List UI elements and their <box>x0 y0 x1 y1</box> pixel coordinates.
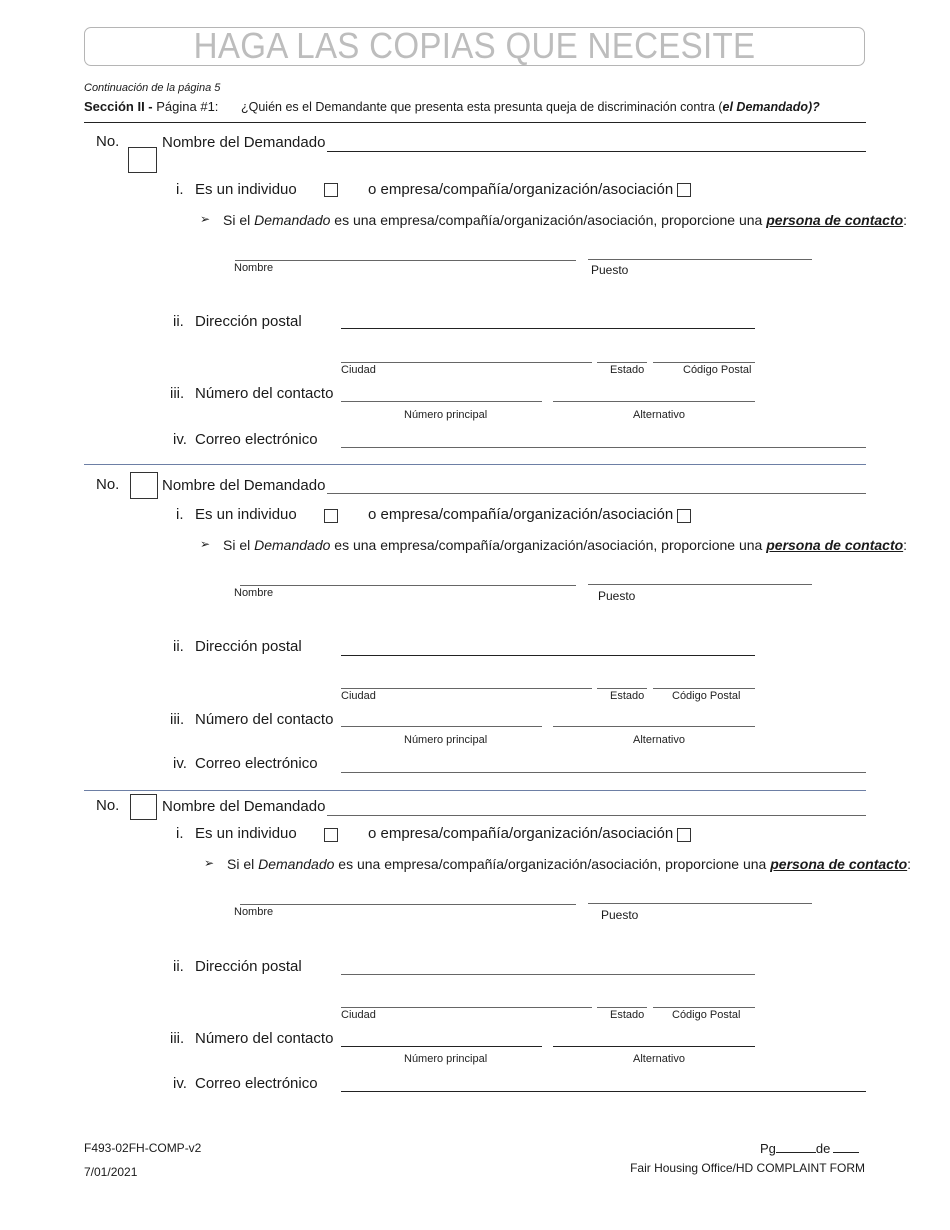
individual-checkbox[interactable] <box>324 509 338 523</box>
estado-caption: Estado <box>610 364 645 376</box>
contact-instruction: Si el Demandado es una empresa/compañía/organización/asociación, proporcione una persona de contacto: <box>223 212 908 228</box>
contact-number-label: Número del contacto <box>195 1030 334 1047</box>
company-checkbox[interactable] <box>677 183 691 197</box>
email-field[interactable] <box>341 447 866 448</box>
company-label: o empresa/compañía/organización/asociación <box>368 181 674 198</box>
state-field[interactable] <box>597 362 647 363</box>
page-total-field[interactable] <box>833 1141 859 1153</box>
principal-caption: Número principal <box>404 409 488 421</box>
contact-name-field[interactable] <box>240 904 576 905</box>
no-label: No. <box>96 476 120 493</box>
main-phone-field[interactable] <box>341 1046 542 1047</box>
section-heading <box>84 99 218 114</box>
item-ii-num: ii. <box>173 958 184 975</box>
item-i-num: i. <box>176 506 184 523</box>
principal-caption: Número principal <box>404 734 488 746</box>
item-iii-num: iii. <box>170 385 185 402</box>
contact-name-field[interactable] <box>235 260 576 261</box>
postal-label: Dirección postal <box>195 638 302 655</box>
email-field[interactable] <box>341 772 866 773</box>
arrow-bullet-icon: ➢ <box>200 537 211 551</box>
puesto-caption: Puesto <box>591 263 629 277</box>
contact-title-field[interactable] <box>588 259 812 260</box>
company-checkbox[interactable] <box>677 828 691 842</box>
contact-title-field[interactable] <box>588 903 812 904</box>
zip-field[interactable] <box>653 1007 755 1008</box>
email-label: Correo electrónico <box>195 431 318 448</box>
street-field[interactable] <box>341 974 755 975</box>
principal-caption: Número principal <box>404 1053 488 1065</box>
nombre-caption: Nombre <box>234 262 274 274</box>
puesto-caption: Puesto <box>601 908 639 922</box>
email-label: Correo electrónico <box>195 755 318 772</box>
respondent-number-box[interactable] <box>128 147 157 173</box>
contact-number-label: Número del contacto <box>195 385 334 402</box>
main-phone-field[interactable] <box>341 726 542 727</box>
email-field[interactable] <box>341 1091 866 1092</box>
postal-label: Dirección postal <box>195 313 302 330</box>
section-label: Sección II - <box>84 99 157 114</box>
page-of-label <box>760 1141 859 1156</box>
form-id: F493-02FH-COMP-v2 <box>84 1141 202 1155</box>
contact-instruction: Si el Demandado es una empresa/compañía/organización/asociación, proporcione una persona de contacto: <box>227 856 912 872</box>
city-field[interactable] <box>341 688 592 689</box>
copies-banner <box>84 27 865 66</box>
individual-checkbox[interactable] <box>324 828 338 842</box>
city-field[interactable] <box>341 1007 592 1008</box>
item-i-num: i. <box>176 825 184 842</box>
respondent-name-label: Nombre del Demandado <box>162 477 326 494</box>
respondent-number-box[interactable] <box>130 472 158 499</box>
de-label: de <box>815 1141 831 1156</box>
individual-label: Es un individuo <box>195 506 297 523</box>
alternativo-caption: Alternativo <box>633 734 685 746</box>
ciudad-caption: Ciudad <box>341 690 376 702</box>
nombre-caption: Nombre <box>234 906 274 918</box>
block-divider <box>84 790 866 791</box>
codigo-caption: Código Postal <box>672 1009 741 1021</box>
item-ii-num: ii. <box>173 638 184 655</box>
page-number-field[interactable] <box>776 1141 816 1153</box>
arrow-bullet-icon: ➢ <box>200 212 211 226</box>
zip-field[interactable] <box>653 362 755 363</box>
ciudad-caption: Ciudad <box>341 364 376 376</box>
respondent-name-label: Nombre del Demandado <box>162 134 326 151</box>
copies-banner-text: HAGA LAS COPIAS QUE NECESITE <box>193 25 756 66</box>
state-field[interactable] <box>597 1007 647 1008</box>
ciudad-caption: Ciudad <box>341 1009 376 1021</box>
contact-number-label: Número del contacto <box>195 711 334 728</box>
alternativo-caption: Alternativo <box>633 409 685 421</box>
alt-phone-field[interactable] <box>553 726 755 727</box>
state-field[interactable] <box>597 688 647 689</box>
respondent-name-label: Nombre del Demandado <box>162 798 326 815</box>
estado-caption: Estado <box>610 1009 645 1021</box>
contact-title-field[interactable] <box>588 584 812 585</box>
question-text: ¿Quién es el Demandante que presenta esta presunta queja de discriminación contra ( <box>241 100 723 114</box>
form-date: 7/01/2021 <box>84 1165 138 1179</box>
alt-phone-field[interactable] <box>553 401 755 402</box>
respondent-name-field[interactable] <box>327 815 866 816</box>
main-phone-field[interactable] <box>341 401 542 402</box>
question-bold: el Demandado)? <box>722 100 820 114</box>
respondent-name-field[interactable] <box>327 493 866 494</box>
alternativo-caption: Alternativo <box>633 1053 685 1065</box>
item-iii-num: iii. <box>170 1030 185 1047</box>
nombre-caption: Nombre <box>234 587 274 599</box>
email-label: Correo electrónico <box>195 1075 318 1092</box>
item-ii-num: ii. <box>173 313 184 330</box>
individual-label: Es un individuo <box>195 825 297 842</box>
estado-caption: Estado <box>610 690 645 702</box>
header-rule <box>84 122 866 123</box>
respondent-number-box[interactable] <box>130 794 157 820</box>
company-label: o empresa/compañía/organización/asociación <box>368 825 674 842</box>
codigo-caption: Código Postal <box>672 690 741 702</box>
no-label: No. <box>96 133 120 150</box>
company-label: o empresa/compañía/organización/asociación <box>368 506 674 523</box>
puesto-caption: Puesto <box>598 589 636 603</box>
contact-instruction: Si el Demandado es una empresa/compañía/organización/asociación, proporcione una persona de contacto: <box>223 537 908 553</box>
item-iv-num: iv. <box>173 755 187 772</box>
office-name: Fair Housing Office/HD COMPLAINT FORM <box>630 1161 865 1175</box>
respondent-name-field[interactable] <box>327 151 866 152</box>
individual-checkbox[interactable] <box>324 183 338 197</box>
postal-label: Dirección postal <box>195 958 302 975</box>
contact-name-field[interactable] <box>240 585 576 586</box>
alt-phone-field[interactable] <box>553 1046 755 1047</box>
street-field[interactable] <box>341 328 755 329</box>
page-label: Página #1: <box>156 99 219 114</box>
company-checkbox[interactable] <box>677 509 691 523</box>
arrow-bullet-icon: ➢ <box>204 856 215 870</box>
pg-label: Pg <box>760 1141 776 1156</box>
continuation-note: Continuación de la página 5 <box>84 82 221 94</box>
item-iv-num: iv. <box>173 1075 187 1092</box>
item-iii-num: iii. <box>170 711 185 728</box>
block-divider <box>84 464 866 465</box>
item-iv-num: iv. <box>173 431 187 448</box>
no-label: No. <box>96 797 120 814</box>
individual-label: Es un individuo <box>195 181 297 198</box>
city-field[interactable] <box>341 362 592 363</box>
item-i-num: i. <box>176 181 184 198</box>
street-field[interactable] <box>341 655 755 656</box>
zip-field[interactable] <box>653 688 755 689</box>
section-question <box>241 100 820 114</box>
codigo-caption: Código Postal <box>683 364 752 376</box>
